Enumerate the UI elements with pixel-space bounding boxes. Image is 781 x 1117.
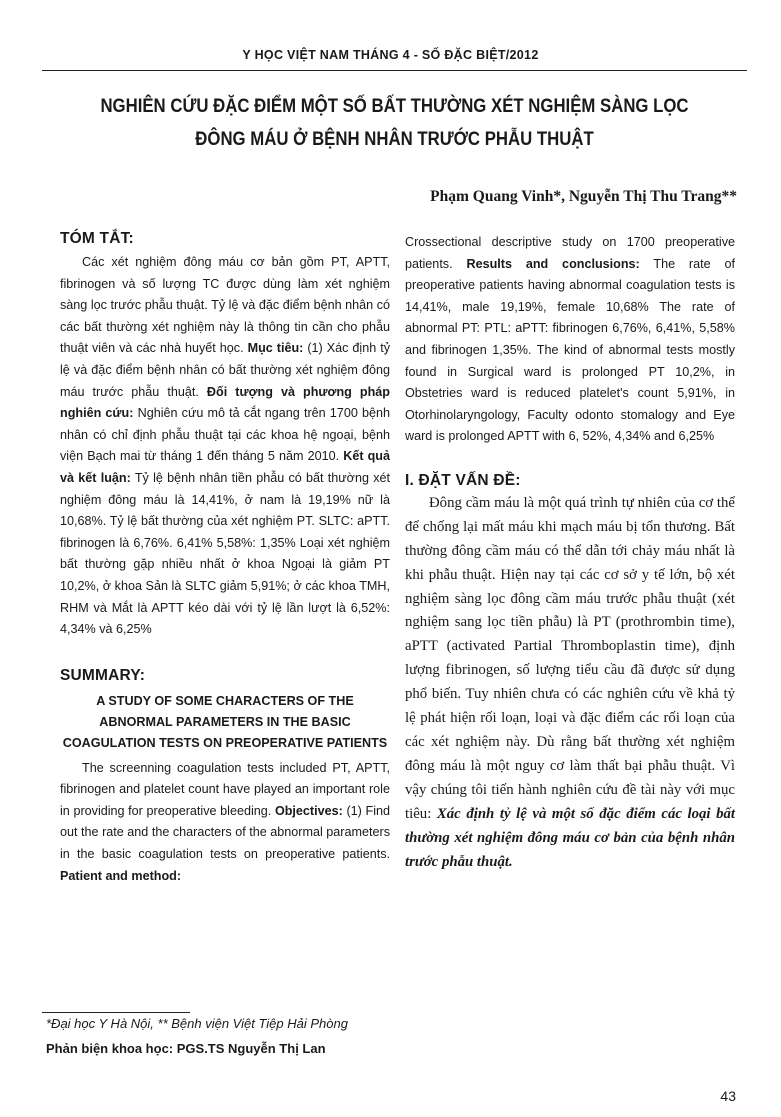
intro-p1: Đông cầm máu là một quá trình tự nhiên của cơ thể để chống lại mất máu khi mạch máu bị tổn thương. Bất thường đông cầm máu có thể dẫn tới chảy máu nhất là khi phẫu thuật. Hiện nay tại các cơ sở y tế lớn, bộ xét nghiệm sàng lọc đông cầm máu trước phẫu thuật (xét nghiệm sang lọc tiền phẫu) là PT (prothrombin time), aPTT (activated Partial Thromboplastin time), định lượng fibrinogen, số lượng tiểu cầu đã được sử dụng phổ biến. Tuy nhiên chưa có các nghiên cứu về khả tỷ lệ phát hiện rối loạn, loại và đặc điểm các rối loạn của các xét nghiệm này. Dù rằng bất thường xét nghiệm đông máu là một nguy cơ làm thất bại phẫu thuật. Vì vậy chúng tôi tiến hành nghiên cứu đề tài này với mục tiêu: [405, 494, 735, 822]
title-line-1: NGHIÊN CỨU ĐẶC ĐIỂM MỘT SỐ BẤT THƯỜNG XÉT NGHIỆM SÀNG LỌC [100, 95, 689, 117]
abstract-vi-heading: TÓM TẮT: [60, 230, 134, 247]
header-rule [42, 70, 747, 71]
article-title [91, 90, 697, 156]
summary-p4: The rate of preoperative patients having abnormal coagulation tests is 14,41%, male 19,19%, female 10,68% The rate of abnormal PT: PTL: aPTT: fibrinogen 6,76%, 6,41%, 5,58% and fibrinogen 1,35%. The kind of abnormal tests mostly found in Surgical ward is prolonged PT 10,2%, in Obstetries ward is reduced platelet's count 5,91%, in Otorhinolaryngology, Faculty odonto stomalogy and Eye ward is prolonged APTT with 6, 52%, 4,34% and 6,25% [405, 256, 735, 444]
intro-text [405, 492, 735, 875]
page-number: 43 [720, 1088, 736, 1104]
journal-header: Y HỌC VIỆT NAM THÁNG 4 - SỐ ĐẶC BIỆT/2012 [242, 48, 539, 62]
abstract-vi-p4: Tỷ lệ bệnh nhân tiền phẫu có bất thường xét nghiệm đông máu là 14,41%, ở nam là 19,19% nữ là 10,68%. Tỷ lệ bất thường của xét nghiệm PT. SLTC: aPTT. fibrinogen là 6,76%. 6,41% 5,58%: 1,35% Loại xét nghiệm bất thường gặp nhiều nhất ở khoa Ngoại là giảm PT 10,2%, ở khoa Sản là SLTC giảm 5,91%; ở các khoa TMH, RHM và Mắt là APTT kéo dài với tỷ lệ lần lượt là 6,52%: 4,34% và 6,25% [60, 470, 390, 637]
summary-k3: Results and conclusions: [466, 256, 640, 271]
summary-p3: Crossectional descriptive study on 1700 preoperative patients. [405, 235, 735, 271]
summary-p1: The screenning coagulation tests included PT, APTT, fibrinogen and platelet count have played an important role in providing for preoperative bleeding. [60, 760, 390, 818]
summary-title: A STUDY OF SOME CHARACTERS OF THE ABNORMAL PARAMETERS IN THE BASIC COAGULATION TESTS ON PREOPERATIVE PATIENTS [62, 693, 388, 750]
abstract-vi-text [60, 252, 390, 641]
summary-p2: (1) Find out the rate and the characters of the abnormal parameters in the basic coagulation tests on preoperative patients. [60, 803, 391, 862]
summary-text-left [60, 758, 390, 888]
abstract-vi-p3: Nghiên cứu mô tả cắt ngang trên 1700 bệnh nhân có chỉ định phẫu thuật tại các khoa hệ ngoại, bệnh viện Bạch mai từ tháng 1 đến tháng 5 năm 2010. [60, 406, 390, 464]
right-column [405, 232, 735, 874]
summary-heading: SUMMARY: [60, 666, 146, 684]
abstract-vi-k3: Kết quả và kết luận: [60, 449, 391, 485]
reviewer-line: Phản biện khoa học: PGS.TS Nguyễn Thị Lan [46, 1041, 326, 1056]
abstract-vi-p1: Các xét nghiệm đông máu cơ bản gồm PT, APTT, fibrinogen và số lượng TC được dùng làm xét nghiệm sàng lọc trước phẫu thuật. Tỷ lệ và đặc điểm bệnh nhân có các bất thường xét nghiệm này là thông tin cần cho phẫu thuật viên và các nhà huyết học. [60, 255, 390, 356]
abstract-vi-p2: (1) Xác định tỷ lệ và đặc điểm bệnh nhân có bất thường xét nghiệm đông máu trước phẫu thuật. [60, 341, 391, 399]
intro-objective: Xác định tỷ lệ và một số đặc điểm các loại bất thường xét nghiệm đông máu cơ bản của bệnh nhân trước phẫu thuật. [405, 805, 736, 870]
footnote-rule [42, 1012, 190, 1013]
left-column [60, 230, 390, 887]
summary-k1: Objectives: [274, 803, 343, 818]
authors: Phạm Quang Vinh*, Nguyễn Thị Thu Trang** [430, 188, 737, 205]
summary-text-right [405, 232, 735, 448]
summary-k2: Patient and method: [60, 868, 182, 883]
intro-heading: I. ĐẶT VẤN ĐỀ: [405, 471, 521, 489]
title-line-2: ĐÔNG MÁU Ở BỆNH NHÂN TRƯỚC PHẪU THUẬT [195, 128, 594, 150]
abstract-vi-k1: Mục tiêu: [247, 341, 304, 356]
abstract-vi-k2: Đối tượng và phương pháp nghiên cứu: [60, 384, 391, 421]
affiliations-footnote: *Đại học Y Hà Nội, ** Bệnh viện Việt Tiệp Hải Phòng [46, 1016, 348, 1031]
